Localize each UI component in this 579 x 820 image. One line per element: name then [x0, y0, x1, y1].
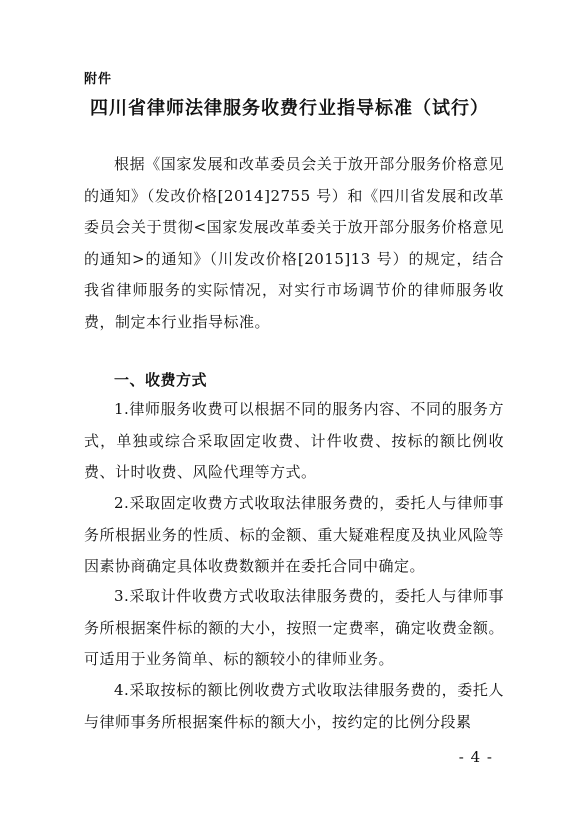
page-number: - 4 - [458, 748, 493, 766]
attachment-label: 附件 [84, 72, 113, 87]
paragraph-4: 4.采取按标的额比例收费方式收取法律服务费的，委托人与律师事务所根据案件标的额大小，按约定的比例分段累 [84, 681, 504, 731]
paragraph-1: 1.律师服务收费可以根据不同的服务内容、不同的服务方式，单独或综合采取固定收费、计件收费、按标的额比例收费、计时收费、风险代理等方式。 [84, 400, 504, 481]
document-title: 四川省律师法律服务收费行业指导标准（试行） [90, 98, 489, 119]
section-heading: 一、收费方式 [114, 371, 208, 389]
paragraph-2: 2.采取固定收费方式收取法律服务费的，委托人与律师事务所根据业务的性质、标的金额、重大疑难程度及执业风险等因素协商确定具体收费数额并在委托合同中确定。 [84, 494, 504, 575]
intro-paragraph: 根据《国家发展和改革委员会关于放开部分服务价格意见的通知》（发改价格[2014]2755 号）和《四川省发展和改革委员会关于贯彻<国家发展改革委关于放开部分服务价格意见的通知>的通知》（川发改价格[2015]13 号）的规定，结合我省律师服务的实际情况，对实行市场调节价的律师服务收费，制定本行业指导标准。 [84, 155, 504, 331]
paragraph-3: 3.采取计件收费方式收取法律服务费的，委托人与律师事务所根据案件标的额的大小，按照一定费率，确定收费金额。可适用于业务简单、标的额较小的律师业务。 [84, 587, 504, 668]
